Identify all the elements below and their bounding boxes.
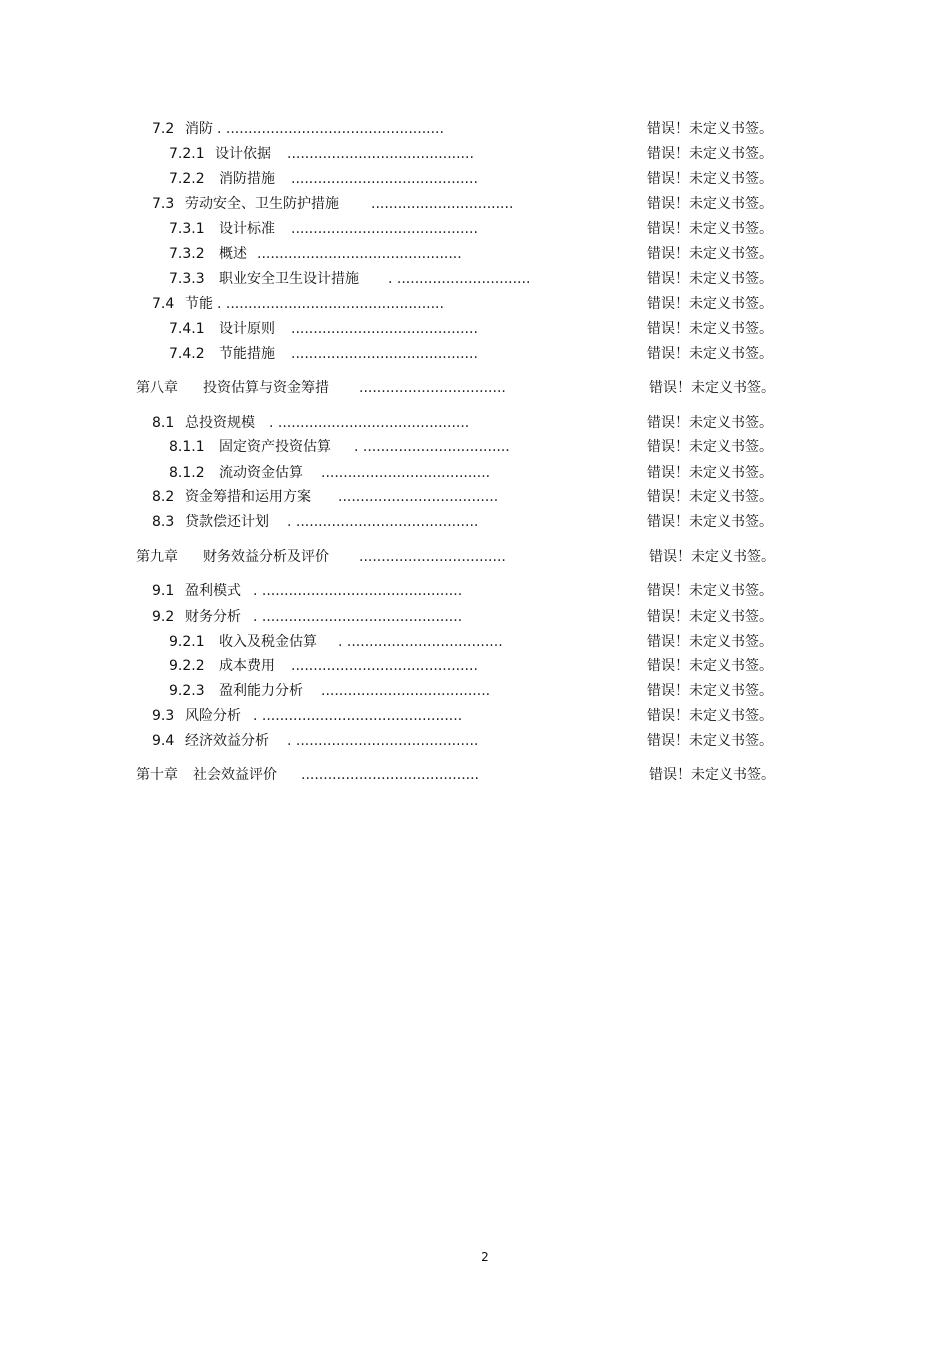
toc-chapter[interactable]: [0, 546, 950, 568]
toc-entry-page: 错误！未定义书签。: [647, 221, 773, 237]
toc-entry[interactable]: [0, 318, 950, 340]
toc-entry[interactable]: [0, 606, 950, 628]
toc-entry-number: 8.1.1: [169, 439, 205, 455]
toc-leader-dots: . ...........................................: [269, 415, 470, 431]
toc-entry-page: 错误！未定义书签。: [647, 708, 773, 724]
toc-leader-dots: . ...................................: [338, 634, 503, 650]
toc-entry-page: 错误！未定义书签。: [647, 271, 773, 287]
toc-entry-number: 9.2.3: [169, 683, 205, 699]
toc-entry[interactable]: [0, 655, 950, 677]
toc-leader-dots: . .........................................: [287, 733, 479, 749]
toc-entry[interactable]: [0, 705, 950, 727]
toc-leader-dots: ......................................: [321, 465, 491, 481]
toc-entry-title: 财务分析: [185, 609, 241, 625]
toc-entry-title: 贷款偿还计划: [185, 514, 269, 530]
toc-entry-number: 9.3: [152, 708, 175, 724]
toc-entry-title: 总投资规模: [185, 415, 255, 431]
toc-entry-page: 错误！未定义书签。: [647, 346, 773, 362]
toc-leader-dots: ..........................................: [291, 221, 478, 237]
toc-leader-dots: . .................................................: [217, 121, 444, 137]
toc-entry[interactable]: [0, 580, 950, 602]
toc-entry-page: 错误！未定义书签。: [647, 296, 773, 312]
toc-entry[interactable]: [0, 243, 950, 265]
page-number: 2: [481, 1250, 489, 1264]
toc-chapter[interactable]: [0, 764, 950, 786]
toc-entry-page: 错误！未定义书签。: [647, 683, 773, 699]
toc-entry[interactable]: [0, 412, 950, 434]
toc-leader-dots: .................................: [359, 380, 506, 396]
toc-leader-dots: . .................................: [354, 439, 510, 455]
toc-leader-dots: ........................................: [301, 767, 480, 783]
toc-leader-dots: . .............................................: [253, 708, 463, 724]
toc-entry-title: 职业安全卫生设计措施: [219, 271, 359, 287]
toc-entry-page: 错误！未定义书签。: [647, 321, 773, 337]
toc-entry-title: 风险分析: [185, 708, 241, 724]
toc-entry-number: 8.1.2: [169, 465, 205, 481]
toc-entry-page: 错误！未定义书签。: [647, 609, 773, 625]
toc-leader-dots: . .............................................: [253, 583, 463, 599]
toc-entry-number: 7.2.2: [169, 171, 205, 187]
toc-entry-page: 错误！未定义书签。: [647, 465, 773, 481]
toc-leader-dots: ..........................................: [291, 171, 478, 187]
toc-entry-page: 错误！未定义书签。: [647, 733, 773, 749]
toc-entry-title: 节能措施: [219, 346, 275, 362]
toc-entry-number: 9.2: [152, 609, 175, 625]
toc-entry-page: 错误！未定义书签。: [647, 246, 773, 262]
toc-entry-page: 错误！未定义书签。: [647, 196, 773, 212]
toc-entry-title: 财务效益分析及评价: [203, 549, 329, 565]
toc-entry-title: 盈利能力分析: [219, 683, 303, 699]
toc-entry-number: 7.3.1: [169, 221, 205, 237]
toc-entry-title: 节能: [185, 296, 213, 312]
toc-entry-title: 设计依据: [215, 146, 271, 162]
toc-entry-number: 9.4: [152, 733, 175, 749]
toc-entry-page: 错误！未定义书签。: [649, 549, 775, 565]
toc-entry[interactable]: [0, 730, 950, 752]
toc-entry-title: 社会效益评价: [193, 767, 277, 783]
toc-entry-title: 经济效益分析: [185, 733, 269, 749]
toc-entry[interactable]: [0, 168, 950, 190]
toc-entry[interactable]: [0, 143, 950, 165]
toc-entry-page: 错误！未定义书签。: [647, 489, 773, 505]
toc-leader-dots: . .............................................: [253, 609, 463, 625]
toc-entry-title: 收入及税金估算: [219, 634, 317, 650]
toc-entry-number: 8.2: [152, 489, 175, 505]
toc-entry-page: 错误！未定义书签。: [649, 767, 775, 783]
toc-entry-number: 8.3: [152, 514, 175, 530]
toc-leader-dots: ..........................................: [291, 321, 478, 337]
toc-entry[interactable]: [0, 343, 950, 365]
toc-entry-title: 资金筹措和运用方案: [185, 489, 311, 505]
toc-entry-number: 7.2: [152, 121, 175, 137]
toc-leader-dots: ..........................................: [287, 146, 474, 162]
toc-entry-page: 错误！未定义书签。: [649, 380, 775, 396]
toc-entry-page: 错误！未定义书签。: [647, 171, 773, 187]
toc-entry-page: 错误！未定义书签。: [647, 658, 773, 674]
toc-entry-page: 错误！未定义书签。: [647, 583, 773, 599]
toc-entry-page: 错误！未定义书签。: [647, 514, 773, 530]
toc-entry-title: 消防: [185, 121, 213, 137]
toc-leader-dots: ..............................................: [257, 246, 462, 262]
toc-leader-dots: . ..............................: [388, 271, 531, 287]
toc-entry-title: 固定资产投资估算: [219, 439, 331, 455]
toc-entry[interactable]: [0, 680, 950, 702]
toc-entry-page: 错误！未定义书签。: [647, 415, 773, 431]
toc-leader-dots: ..........................................: [291, 658, 478, 674]
toc-entry-title: 劳动安全、卫生防护措施: [185, 196, 339, 212]
toc-entry[interactable]: [0, 218, 950, 240]
toc-entry-number: 7.2.1: [169, 146, 205, 162]
toc-entry-title: 消防措施: [219, 171, 275, 187]
toc-chapter[interactable]: [0, 377, 950, 399]
toc-entry-number: 7.4.1: [169, 321, 205, 337]
toc-leader-dots: . .........................................: [287, 514, 479, 530]
toc-entry-page: 错误！未定义书签。: [647, 439, 773, 455]
toc-leader-dots: ..........................................: [291, 346, 478, 362]
toc-entry-title: 成本费用: [219, 658, 275, 674]
toc-entry-number: 9.2.2: [169, 658, 205, 674]
toc-entry[interactable]: [0, 118, 950, 140]
toc-entry-title: 设计原则: [219, 321, 275, 337]
toc-entry-title: 设计标准: [219, 221, 275, 237]
toc-entry[interactable]: [0, 511, 950, 533]
toc-leader-dots: ................................: [371, 196, 514, 212]
toc-leader-dots: ....................................: [338, 489, 499, 505]
toc-entry[interactable]: [0, 462, 950, 484]
toc-leader-dots: ......................................: [321, 683, 491, 699]
toc-leader-dots: . .................................................: [217, 296, 444, 312]
toc-leader-dots: .................................: [359, 549, 506, 565]
toc-entry[interactable]: [0, 193, 950, 215]
toc-entry[interactable]: [0, 631, 950, 653]
toc-entry-page: 错误！未定义书签。: [647, 146, 773, 162]
toc-entry-number: 7.4.2: [169, 346, 205, 362]
toc-entry-number: 7.3.2: [169, 246, 205, 262]
toc-entry-title: 盈利模式: [185, 583, 241, 599]
toc-entry-page: 错误！未定义书签。: [647, 634, 773, 650]
toc-entry-title: 流动资金估算: [219, 465, 303, 481]
toc-entry[interactable]: [0, 268, 950, 290]
toc-entry-number: 9.2.1: [169, 634, 205, 650]
toc-entry-number: 9.1: [152, 583, 175, 599]
toc-entry-title: 投资估算与资金筹措: [203, 380, 329, 396]
toc-entry-number: 第八章: [136, 380, 178, 396]
toc-entry-title: 概述: [219, 246, 247, 262]
toc-entry-number: 7.3.3: [169, 271, 205, 287]
toc-entry[interactable]: [0, 486, 950, 508]
toc-entry-number: 第九章: [136, 549, 178, 565]
toc-entry-number: 8.1: [152, 415, 175, 431]
toc-entry[interactable]: [0, 436, 950, 458]
toc-entry-number: 第十章: [136, 767, 178, 783]
toc-entry[interactable]: [0, 293, 950, 315]
toc-entry-page: 错误！未定义书签。: [647, 121, 773, 137]
toc-entry-number: 7.4: [152, 296, 175, 312]
toc-entry-number: 7.3: [152, 196, 175, 212]
